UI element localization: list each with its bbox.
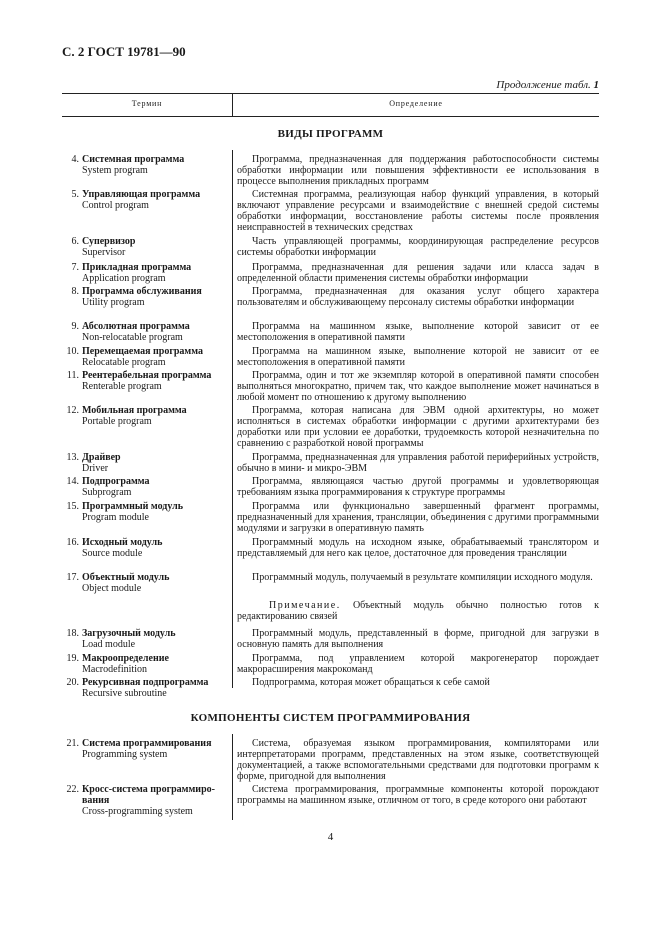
term-column-header: Термин bbox=[131, 99, 163, 108]
term-number: 13. bbox=[66, 452, 79, 463]
definition-cell: Программа на машинном языке, выполнение которой зависит от ее местоположения в оперативной памяти bbox=[237, 321, 599, 343]
term-cell bbox=[62, 452, 227, 474]
term-number: 14. bbox=[66, 476, 79, 487]
term-ru: Программный модуль bbox=[82, 501, 183, 512]
term-en: Source module bbox=[82, 548, 143, 559]
term-ru: Прикладная программа bbox=[82, 262, 192, 273]
term-en: Cross-programming system bbox=[82, 806, 193, 817]
note-text: Объектный модуль обычно полностью готов к редактированию связей bbox=[237, 600, 599, 622]
column-separator bbox=[232, 734, 233, 820]
table-header bbox=[62, 93, 599, 117]
term-ru: Объектный модуль bbox=[82, 572, 170, 583]
definition-cell: Система программирования, программные компоненты которой порождают программы на машинном языке, отличном от того, в среде которого они работают bbox=[237, 784, 599, 806]
term-ru-continuation: вания bbox=[82, 795, 110, 806]
definition-cell: Программа, под управлением которой макрогенератор порождает макрорасширения макрокоманд bbox=[237, 653, 599, 675]
term-ru: Реентерабельная программа bbox=[82, 370, 212, 381]
term-cell bbox=[62, 572, 227, 594]
term-number: 17. bbox=[66, 572, 79, 583]
term-number: 20. bbox=[66, 677, 79, 688]
column-separator bbox=[232, 150, 233, 688]
definition-cell: Программный модуль на исходном языке, обрабатываемый транслятором и представляемый для него как целое, достаточное для проведения трансляции bbox=[237, 537, 599, 559]
continuation-table-number: 1 bbox=[593, 79, 599, 91]
term-en: Relocatable program bbox=[82, 357, 166, 368]
term-number: 5. bbox=[71, 189, 79, 200]
term-number: 8. bbox=[71, 286, 79, 297]
term-en: Program module bbox=[82, 512, 149, 523]
definition-cell: Системная программа, реализующая набор функций управления, в который включают управление ресурсами и взаимодействие с внешней средой системы обработки информации, восстановление работы системы после проявления неисправностей в технических средствах bbox=[237, 189, 599, 233]
definition-cell: Система, образуемая языком программирования, компиляторами или интерпретаторами программ, представленных на этом языке, соответствующей документацией, а также вспомогательными средствами для подготовки программ к форме, пригодной для выполнения bbox=[237, 738, 599, 782]
term-cell bbox=[62, 784, 227, 817]
term-en: Subprogram bbox=[82, 487, 132, 498]
term-cell bbox=[62, 262, 227, 284]
term-ru: Системная программа bbox=[82, 154, 185, 165]
term-cell bbox=[62, 236, 227, 258]
definition-cell: Программа, которая написана для ЭВМ одной архитектуры, но может исполняться в системах обработки информации с другими архитектурами без доработки или при условии ее доработки, трудоемкость которой незначительна по сравнению с разработкой новой программы bbox=[237, 405, 599, 449]
definition-column-header: Определение bbox=[389, 99, 443, 108]
term-en: Supervisor bbox=[82, 247, 126, 258]
term-ru: Система программирования bbox=[82, 738, 212, 749]
term-number: 18. bbox=[66, 628, 79, 639]
term-ru: Перемещаемая программа bbox=[82, 346, 203, 357]
term-number: 15. bbox=[66, 501, 79, 512]
term-en: Object module bbox=[82, 583, 142, 594]
term-number: 4. bbox=[71, 154, 79, 165]
term-cell bbox=[62, 405, 227, 427]
term-en: Driver bbox=[82, 463, 109, 474]
term-en: System program bbox=[82, 165, 148, 176]
term-cell bbox=[62, 154, 227, 176]
term-number: 10. bbox=[66, 346, 79, 357]
definition-cell: Программа, являющаяся частью другой программы и удовлетворяющая требованиям языка программирования к структуре программы bbox=[237, 476, 599, 498]
term-en: Control program bbox=[82, 200, 149, 211]
term-cell bbox=[62, 501, 227, 523]
term-en: Macrodefinition bbox=[82, 664, 147, 675]
term-en: Non-relocatable program bbox=[82, 332, 183, 343]
term-ru: Кросс-система программиро- bbox=[82, 784, 215, 795]
definition-cell: Программа, предназначенная для поддержания работоспособности системы обработки информации или повышения эффективности ее использования в процессе выполнения прикладных программ bbox=[237, 154, 599, 187]
term-number: 12. bbox=[66, 405, 79, 416]
section-title-program-types: ВИДЫ ПРОГРАММ bbox=[277, 128, 384, 140]
term-ru: Абсолютная программа bbox=[82, 321, 190, 332]
definition-cell: Программа, один и тот же экземпляр которой в оперативной памяти способен выполняться многократно, причем так, что каждое выполнение может начинаться в любой момент по отношению к другому выполнению bbox=[237, 370, 599, 403]
term-cell bbox=[62, 346, 227, 368]
definition-cell: Программа на машинном языке, выполнение которой не зависит от ее местоположения в оперативной памяти bbox=[237, 346, 599, 368]
term-cell bbox=[62, 628, 227, 650]
term-number: 21. bbox=[66, 738, 79, 749]
term-number: 16. bbox=[66, 537, 79, 548]
term-number: 9. bbox=[71, 321, 79, 332]
note-label: Примечание. bbox=[269, 600, 341, 611]
term-en: Utility program bbox=[82, 297, 145, 308]
term-ru: Управляющая программа bbox=[82, 189, 201, 200]
term-cell bbox=[62, 370, 227, 392]
term-ru: Мобильная программа bbox=[82, 405, 187, 416]
term-ru: Исходный модуль bbox=[82, 537, 163, 548]
continuation-text: Продолжение табл. bbox=[496, 79, 591, 91]
definition-cell: Программный модуль, представленный в форме, пригодной для загрузки в основную память для выполнения bbox=[237, 628, 599, 650]
term-ru: Макроопределение bbox=[82, 653, 169, 664]
definition-cell: Программа, предназначенная для решения задачи или класса задач в определенной области применения системы обработки информации bbox=[237, 262, 599, 284]
term-cell bbox=[62, 476, 227, 498]
term-number: 19. bbox=[66, 653, 79, 664]
term-cell bbox=[62, 321, 227, 343]
term-cell bbox=[62, 677, 227, 699]
term-ru: Программа обслуживания bbox=[82, 286, 202, 297]
term-cell bbox=[62, 537, 227, 559]
section-title-programming-systems: КОМПОНЕНТЫ СИСТЕМ ПРОГРАММИРОВАНИЯ bbox=[190, 712, 471, 724]
definition-note bbox=[237, 600, 599, 622]
term-cell bbox=[62, 738, 227, 760]
page-header: С. 2 ГОСТ 19781—90 bbox=[62, 44, 186, 59]
table-continuation-label bbox=[496, 79, 599, 91]
term-cell bbox=[62, 189, 227, 211]
term-en: Portable program bbox=[82, 416, 152, 427]
term-number: 7. bbox=[71, 262, 79, 273]
term-ru: Рекурсивная подпрограмма bbox=[82, 677, 209, 688]
term-cell bbox=[62, 653, 227, 675]
term-en: Programming system bbox=[82, 749, 168, 760]
term-en: Renterable program bbox=[82, 381, 162, 392]
term-ru: Загрузочный модуль bbox=[82, 628, 176, 639]
term-ru: Подпрограмма bbox=[82, 476, 150, 487]
term-ru: Драйвер bbox=[82, 452, 121, 463]
definition-cell: Программа или функционально завершенный фрагмент программы, предназначенный для хранения, трансляции, объединения с другими программными модулями и загрузки в оперативную память bbox=[237, 501, 599, 534]
definition-cell: Подпрограмма, которая может обращаться к себе самой bbox=[252, 677, 490, 688]
definition-cell: Программный модуль, получаемый в результате компиляции исходного модуля. bbox=[252, 572, 593, 583]
definition-cell: Часть управляющей программы, координирующая распределение ресурсов системы обработки информации bbox=[237, 236, 599, 258]
term-en: Application program bbox=[82, 273, 166, 284]
term-number: 11. bbox=[66, 370, 79, 381]
term-ru: Супервизор bbox=[82, 236, 136, 247]
term-number: 22. bbox=[66, 784, 79, 795]
term-en: Recursive subroutine bbox=[82, 688, 167, 699]
definition-cell: Программа, предназначенная для оказания услуг общего характера пользователям и обслуживающему персоналу системы обработки информации bbox=[237, 286, 599, 308]
term-en: Load module bbox=[82, 639, 136, 650]
page-number: 4 bbox=[327, 831, 334, 843]
term-cell bbox=[62, 286, 227, 308]
definition-cell: Программа, предназначенная для управления работой периферийных устройств, обычно в мини- и микро-ЭВМ bbox=[237, 452, 599, 474]
term-number: 6. bbox=[71, 236, 79, 247]
